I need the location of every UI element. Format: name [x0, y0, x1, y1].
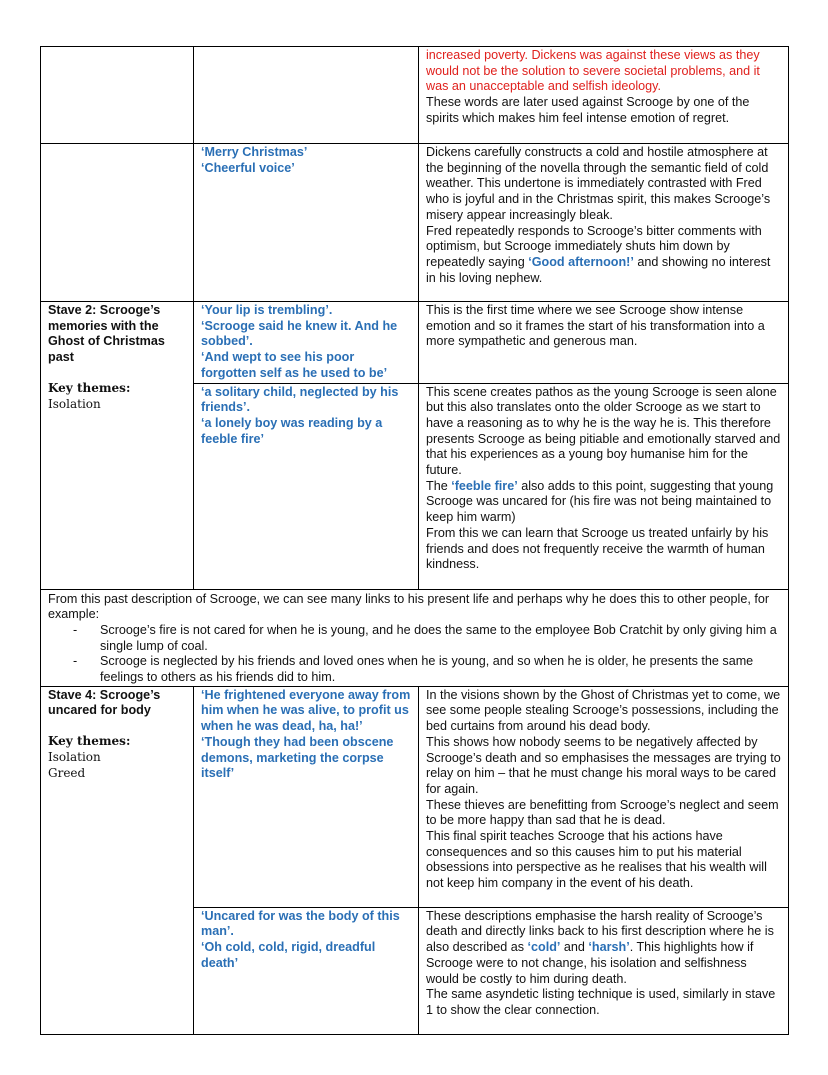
table-row	[41, 686, 789, 907]
analysis-text: In the visions shown by the Ghost of Christmas yet to come, we see some people stealing Scrooge’s possessions, including the bed curtains from around his dead body.	[426, 687, 781, 734]
quote-cell	[194, 383, 419, 589]
analysis-text-red: increased poverty. Dickens was against these views as they would not be the solution to severe societal problems, and it was an unacceptable and selfish ideology.	[426, 48, 760, 94]
analysis-text: These descriptions emphasise the harsh reality of Scrooge’s death and directly links back to his first description where he is also described as ‘cold’ and ‘harsh’. This highlights how if Scrooge were to not change, his isolation and selfishness would be costly to him during death.	[426, 908, 774, 986]
inline-quote: ‘Good afternoon!’	[528, 254, 634, 269]
summary-list	[48, 623, 781, 686]
quote: ‘Your lip is trembling’.	[201, 303, 333, 317]
list-item: - Scrooge is neglected by his friends and loved ones when he is young, and so when he is older, he presents the same feelings to others as his friends did to him.	[48, 654, 781, 685]
table-row	[41, 144, 789, 302]
analysis-cell	[419, 907, 789, 1034]
summary-row	[41, 589, 789, 686]
stave-cell	[41, 686, 194, 1034]
table-row	[41, 47, 789, 144]
key-theme: Isolation	[48, 396, 101, 411]
table-row	[41, 302, 789, 384]
quote-cell	[194, 47, 419, 144]
stave-cell	[41, 47, 194, 144]
quote: ‘Merry Christmas’	[201, 145, 308, 159]
quote: ‘Scrooge said he knew it. And he sobbed’.	[201, 318, 398, 349]
quote: ‘Uncared for was the body of this man’.	[201, 908, 400, 939]
quote: ‘Though they had been obscene demons, marketing the corpse itself’	[201, 734, 394, 781]
analysis-text: This shows how nobody seems to be negatively affected by Scrooge’s death and so emphasises the messages are trying to relay on him – that he must change his moral ways to be cared for again.	[426, 734, 781, 796]
analysis-text: The same asyndetic listing technique is used, similarly in stave 1 to show the clear connection.	[426, 987, 776, 1017]
stave-title: Stave 4: Scrooge’s uncared for body	[48, 687, 161, 718]
analysis-text: This final spirit teaches Scrooge that his actions have consequences and so this causes him to put his material obsessions into perspective as he realises that his wealth will not keep him company in the event of his death.	[426, 829, 767, 891]
analysis-text: This scene creates pathos as the young Scrooge is seen alone but this also translates onto the older Scrooge as we start to have a reasoning as to why he is the way he is. This therefore presents Scrooge as being pitiable and emotionally starved and that his experiences as a young boy humanise him for the future.	[426, 384, 781, 478]
key-themes-label: Key themes:	[48, 380, 131, 395]
key-themes-label: Key themes:	[48, 734, 131, 749]
quote-cell	[194, 302, 419, 384]
key-theme: Greed	[48, 765, 86, 780]
analysis-table	[40, 46, 789, 1035]
analysis-text: Fred repeatedly responds to Scrooge’s bitter comments with optimism, but Scrooge immediately shuts him down by repeatedly saying ‘Good afternoon!’ and showing no interest in his loving nephew.	[426, 223, 771, 285]
analysis-text: Dickens carefully constructs a cold and hostile atmosphere at the beginning of the novella through the semantic field of cold weather. This undertone is immediately contrasted with Fred who is joyful and in the Christmas spirit, this makes Scrooge’s misery appear increasingly bleak.	[426, 145, 771, 222]
inline-quote: ‘cold’	[527, 940, 561, 955]
analysis-text: From this we can learn that Scrooge us treated unfairly by his friends and does not frequently receive the warmth of human kindness.	[426, 525, 769, 572]
stave-cell	[41, 302, 194, 590]
analysis-sheet	[40, 46, 788, 1035]
quote: ‘a solitary child, neglected by his friends’.	[201, 384, 399, 415]
analysis-text: The ‘feeble fire’ also adds to this point, suggesting that young Scrooge was uncared for (his fire was not being maintained to keep him warm)	[426, 478, 774, 525]
analysis-text: These words are later used against Scrooge by one of the spirits which makes him feel intense emotion of regret.	[426, 95, 750, 125]
analysis-cell	[419, 302, 789, 384]
analysis-text: These thieves are benefitting from Scrooge’s neglect and seem to be more happy than sad that he is dead.	[426, 797, 779, 828]
inline-quote: ‘harsh’	[588, 940, 630, 955]
quote: ‘He frightened everyone away from him when he was alive, to profit us when he was dead, ha, ha!’	[201, 687, 411, 734]
quote-cell	[194, 686, 419, 907]
stave-cell	[41, 144, 194, 302]
quote-cell	[194, 144, 419, 302]
analysis-cell	[419, 47, 789, 144]
quote: ‘Oh cold, cold, rigid, dreadful death’	[201, 940, 376, 970]
stave-title: Stave 2: Scrooge’s memories with the Ghost of Christmas past	[48, 303, 165, 365]
analysis-cell	[419, 383, 789, 589]
quote-cell	[194, 907, 419, 1034]
quote: ‘Cheerful voice’	[201, 160, 295, 175]
quote: ‘a lonely boy was reading by a feeble fire’	[201, 415, 383, 446]
analysis-text: This is the first time where we see Scrooge show intense emotion and so it frames the start of his transformation into a more sympathetic and generous man.	[426, 303, 765, 349]
inline-quote: ‘feeble fire’	[451, 478, 518, 493]
quote: ‘And wept to see his poor forgotten self as he used to be’	[201, 350, 388, 380]
analysis-cell	[419, 686, 789, 907]
analysis-cell	[419, 144, 789, 302]
list-item: - Scrooge’s fire is not cared for when he is young, and he does the same to the employee Bob Cratchit by only giving him a single lump of coal.	[48, 623, 781, 654]
summary-intro: From this past description of Scrooge, we can see many links to his present life and perhaps why he does this to other people, for example:	[48, 591, 770, 622]
summary-cell	[41, 589, 789, 686]
key-theme: Isolation	[48, 749, 101, 764]
